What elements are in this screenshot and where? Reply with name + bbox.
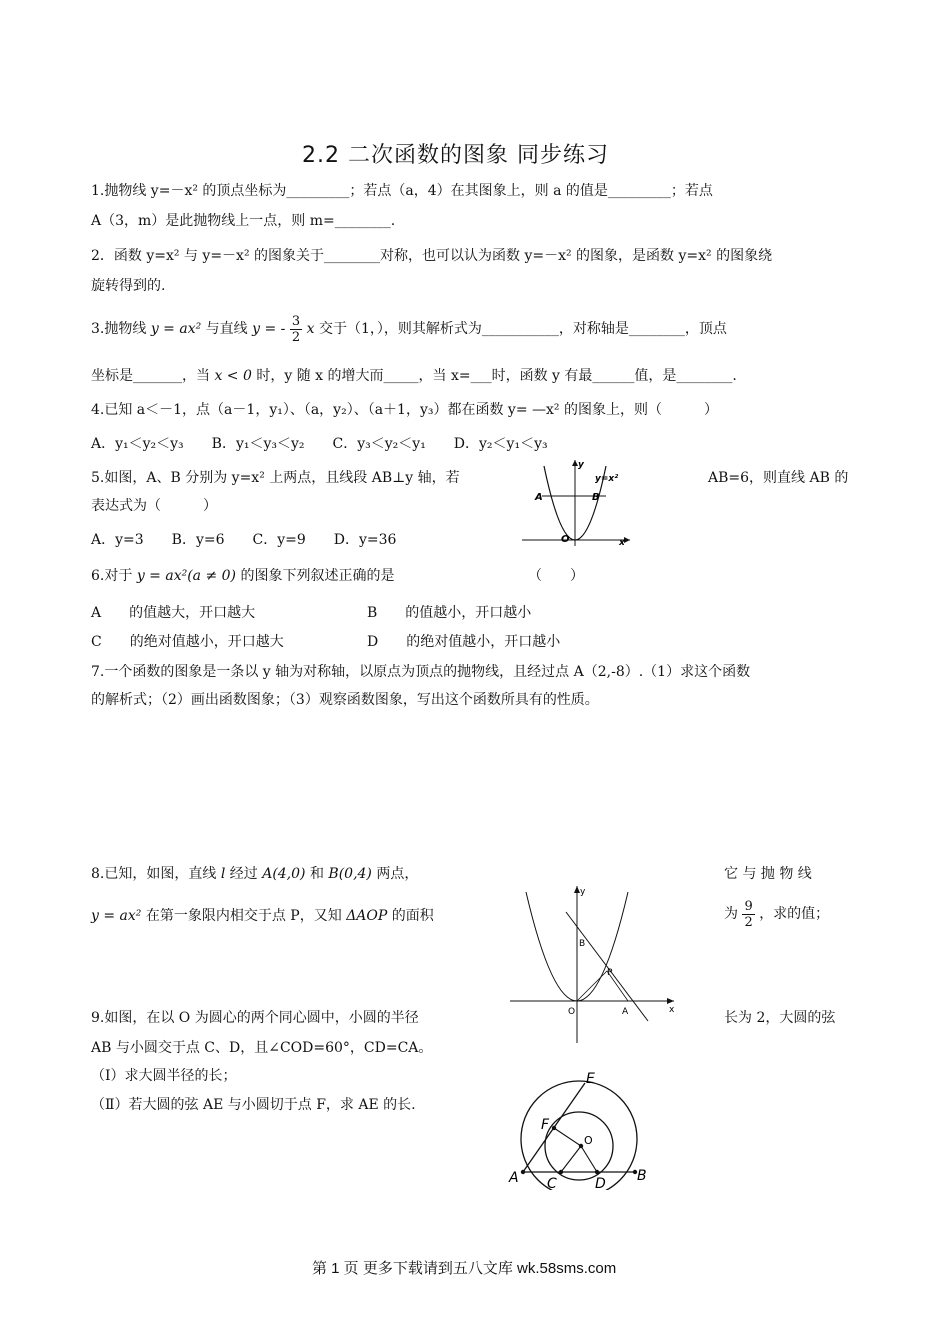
q3-text-c: 交于（1，），则其解析式为___________，对称轴是________，顶点	[318, 321, 727, 337]
q8-text-h: ，求的值；	[759, 906, 830, 922]
question-5-line-1-right: AB=6，则直线 AB 的	[708, 470, 849, 486]
question-8-figure	[506, 880, 684, 1045]
question-5-line-1-left: 5.如图，A、B 分别为 y=x² 上两点，且线段 AB⊥y 轴，若	[91, 470, 460, 486]
q8-label-p: P	[607, 968, 613, 978]
q8-expr-aop: ΔAOP	[346, 908, 388, 924]
q9-label-f: F	[541, 1117, 550, 1133]
q8-label-b: B	[579, 939, 586, 949]
q9-label-a: A	[509, 1170, 519, 1186]
q3-line2-a: 坐标是_______，当	[91, 368, 210, 384]
question-6-option-c: C 的绝对值越小，开口越大	[91, 634, 284, 650]
q8-frac-num: 9	[744, 898, 753, 914]
question-6-option-a: A 的值越大，开口越大	[91, 605, 256, 621]
page-footer: 第 1 页 更多下载请到五八文库 wk.58sms.com	[312, 1260, 617, 1277]
q9-segment-of	[554, 1128, 581, 1146]
q5-label-a: A	[535, 492, 543, 503]
q9-label-o: O	[584, 1134, 593, 1147]
question-4-options: A．y₁＜y₂＜y₃ B．y₁＜y₃＜y₂ C．y₃＜y₂＜y₁ D．y₂＜y₁＜y₃	[91, 436, 548, 452]
q8-fraction	[742, 899, 754, 930]
q8-label-y: y	[580, 887, 586, 897]
q8-text-g: 为	[724, 906, 738, 922]
q3-frac-num: 3	[291, 313, 301, 329]
q3-expr-line: y = -	[252, 321, 286, 337]
q8-x-arrow	[667, 998, 674, 1004]
question-6-option-d: D 的绝对值越小，开口越小	[367, 634, 561, 650]
question-6-paren: （ ）	[528, 568, 584, 584]
q8-expr-a: A(4,0)	[262, 866, 306, 882]
q8-expr-l: l	[220, 866, 226, 882]
question-5-options: A．y=3 B．y=6 C．y=9 D．y=36	[91, 532, 397, 548]
q8-line-l	[566, 912, 648, 1021]
q9-segment-oc	[561, 1146, 581, 1172]
question-9-part-1: （Ⅰ）求大圆半径的长；	[91, 1068, 237, 1084]
q9-label-b: B	[637, 1168, 647, 1184]
q3-expr-parabola: y = ax²	[150, 321, 202, 337]
q5-label-o: O	[561, 534, 570, 545]
question-1-line-2: A（3，m）是此抛物线上一点，则 m=________.	[91, 213, 396, 229]
question-9-line-1-right: 长为 2，大圆的弦	[724, 1010, 836, 1026]
page-title: 2.2 二次函数的图象 同步练习	[302, 143, 609, 168]
q8-label-o: O	[568, 1007, 576, 1017]
question-8-line-1	[91, 864, 418, 884]
question-4-line-1: 4.已知 a＜－1，点（a－1，y₁）、（a，y₂）、（a＋1，y₃）都在函数 y= —x² 的图象上，则（ ）	[91, 402, 718, 418]
q9-point-d	[595, 1170, 599, 1174]
q9-point-f	[552, 1126, 556, 1130]
question-5-line-2: 表达式为（ ）	[91, 498, 217, 514]
question-9-line-1-left: 9.如图，在以 O 为圆心的两个同心圆中，小圆的半径	[91, 1010, 419, 1026]
q6-text-b: 的图象下列叙述正确的是	[240, 568, 395, 584]
question-8-line-1-right: 它 与 抛 物 线	[724, 866, 812, 882]
q9-large-circle	[521, 1081, 637, 1190]
q5-label-func: y=x²	[595, 474, 619, 484]
q9-point-o	[579, 1144, 583, 1148]
question-1-line-1: 1.抛物线 y=－x² 的顶点坐标为_________；若点（a，4）在其图象上，则 a 的值是_________；若点	[91, 183, 713, 199]
question-8-line-2-right	[724, 897, 829, 931]
q6-expr: y = ax²(a ≠ 0)	[136, 568, 237, 584]
q3-text-b: 与直线	[205, 321, 248, 337]
q9-label-e: E	[586, 1071, 595, 1087]
q8-label-x: x	[669, 1005, 675, 1015]
q6-text-a: 6.对于	[91, 568, 133, 584]
q5-label-x: x	[619, 538, 625, 548]
question-3-line-2	[91, 366, 737, 386]
q8-expr-b: B(0,4)	[328, 866, 372, 882]
q8-text-a: 8.已知，如图，直线	[91, 866, 217, 882]
q9-segment-od	[581, 1146, 597, 1172]
question-2-line-1: 2．函数 y=x² 与 y=－x² 的图象关于________对称，也可以认为函数 y=－x² 的图象，是函数 y=x² 的图象绕	[91, 248, 773, 264]
q8-label-a: A	[622, 1007, 629, 1017]
question-5-figure	[518, 456, 633, 548]
question-2-line-2: 旋转得到的.	[91, 278, 166, 294]
q3-frac-den: 2	[291, 329, 301, 345]
q3-expr-condition: x < 0	[214, 368, 252, 384]
q8-text-b: 经过	[229, 866, 258, 882]
question-3-line-1	[91, 312, 727, 346]
q8-frac-den: 2	[744, 914, 753, 930]
question-9-line-2: AB 与小圆交于点 C、D，且∠COD=60°，CD=CA。	[91, 1040, 433, 1056]
q3-expr-x: x	[306, 321, 315, 337]
question-6-line-1	[91, 566, 394, 586]
q5-x-arrow	[624, 537, 630, 543]
question-8-line-2	[91, 906, 434, 926]
q3-text-a: 3.抛物线	[91, 321, 147, 337]
q8-text-e: 在第一象限内相交于点 P，又知	[145, 908, 342, 924]
q9-label-d: D	[595, 1176, 606, 1190]
question-7-line-1: 7.一个函数的图象是一条以 y 轴为对称轴，以原点为顶点的抛物线，且经过点 A（2,-8）.（1）求这个函数	[91, 664, 751, 680]
q9-label-c: C	[547, 1176, 557, 1190]
q9-point-c	[559, 1170, 563, 1174]
q9-point-a	[521, 1170, 525, 1174]
q5-label-b: B	[592, 492, 600, 503]
q5-label-y: y	[578, 460, 584, 470]
question-9-figure	[505, 1066, 655, 1190]
q3-fraction	[290, 314, 302, 345]
q8-triangle-aop	[577, 971, 628, 1001]
q8-text-f: 的面积	[391, 908, 434, 924]
q8-text-c: 和	[309, 866, 324, 882]
question-7-line-2: 的解析式；（2）画出函数图象；（3）观察函数图象，写出这个函数所具有的性质。	[91, 692, 599, 708]
q3-line2-b: 时，y 随 x 的增大而_____，当 x=___时，函数 y 有最______值，是________.	[256, 368, 737, 384]
question-9-part-2: （Ⅱ）若大圆的弦 AE 与小圆切于点 F，求 AE 的长.	[91, 1097, 416, 1113]
q8-text-d: 两点，	[376, 866, 419, 882]
q8-expr-parabola: y = ax²	[91, 908, 142, 924]
question-6-option-b: B 的值越小，开口越小	[367, 605, 532, 621]
